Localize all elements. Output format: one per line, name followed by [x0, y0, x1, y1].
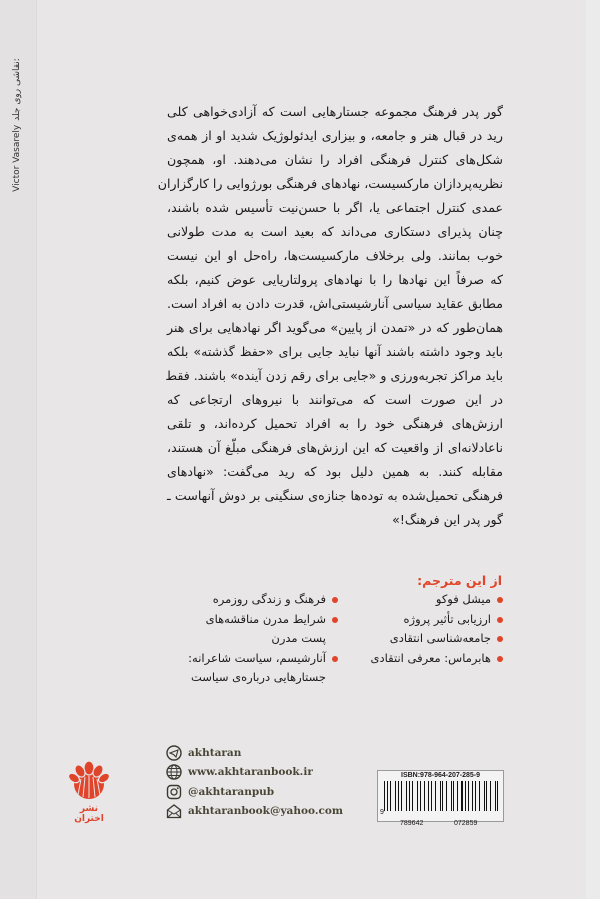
barcode-bar	[479, 781, 480, 811]
description-line: ارزش‌های فرهنگی خود را به افراد تحمیل کرده‌اند، و تلقی	[167, 416, 503, 431]
translator-heading: از این مترجم:	[417, 573, 502, 588]
instagram-icon	[166, 784, 182, 800]
barcode-group-1: 789642	[400, 820, 424, 827]
barcode-bar	[384, 781, 385, 811]
barcode-group-2: 072859	[454, 820, 478, 827]
barcode-bar	[472, 781, 473, 811]
translator-books-list-2	[188, 590, 338, 688]
isbn-number: ISBN:978-964-207-285-9	[401, 772, 480, 779]
description-line: خوب بمانند. ولی برخلاف مارکسیست‌ها، راه‌حل او این نیست	[167, 248, 503, 263]
email-icon	[166, 803, 182, 819]
translator-book-item: آنارشیسم، سیاست شاعرانه: جستارهایی درباره‌ی سیاست	[188, 649, 338, 688]
translator-book-item: ارزیابی تأثیر پروژه	[371, 610, 503, 630]
barcode-bar	[428, 781, 429, 811]
barcode-bar	[442, 781, 443, 811]
barcode-lead-digit: 9	[380, 809, 384, 816]
barcode-bar	[401, 781, 402, 811]
description-line: که صرفاً این نهادها را با نهادهای پرولتاریایی عوض کنیم، بلکه	[167, 272, 503, 287]
description-line: گور پدر فرهنگ مجموعه جستارهایی است که آزادی‌خواهی کلی	[167, 104, 503, 119]
description-line: شکل‌های کنترل فرهنگی افراد را نشان می‌دهند. او، همچون	[167, 152, 503, 167]
book-description	[157, 100, 503, 532]
barcode-bars	[384, 781, 500, 811]
translator-book-item: فرهنگ و زندگی روزمره	[188, 590, 338, 610]
barcode-bar	[453, 781, 454, 811]
cover-art-credit	[12, 50, 22, 200]
contact-text: @akhtaranpub	[188, 785, 275, 798]
translator-book-item: شرایط مدرن مناقشه‌های پست مدرن	[188, 610, 338, 649]
translator-book-item: هابرماس: معرفی انتقادی	[371, 649, 503, 669]
contact-list	[166, 743, 343, 821]
telegram-icon	[166, 745, 182, 761]
cover-edge	[586, 0, 600, 899]
description-line: نظریه‌پردازان مارکسیست، نهادهای فرهنگی بورژوایی را کارگزاران	[157, 176, 503, 191]
publisher-logo	[66, 760, 112, 824]
cover-art-label: نقاشی روی جلد:	[12, 58, 22, 121]
description-line: رید در قبال هنر و جامعه، و بیزاری ایدئولوژیک شدید او از همه‌ی	[167, 128, 503, 143]
description-line: همان‌طور که در «تمدن از پایین» می‌گوید اگر نهادهایی برای هنر	[167, 320, 503, 335]
publisher-name: نشر اختران	[74, 804, 104, 824]
cover-art-artist: Victor Vasarely	[12, 124, 22, 192]
translator-book-item: جامعه‌شناسی انتقادی	[371, 629, 503, 649]
description-line: عمدی کنترل اجتماعی یا، اگر با حسن‌نیت تأسیس شده باشند،	[167, 200, 503, 215]
contact-website[interactable]	[166, 763, 343, 783]
description-line: باید وجود داشته باشند آنها نباید جایی برای «حفظ گذشته» بلکه	[167, 344, 503, 359]
description-line: مقابله کنند. به همین دلیل بود که رید می‌گفت: «نهادهای	[167, 464, 503, 479]
isbn-barcode	[377, 770, 504, 827]
contact-telegram[interactable]	[166, 743, 343, 763]
contact-text: akhtaran	[188, 746, 242, 759]
translator-books-list-1	[371, 590, 503, 668]
description-line: فرهنگی تحمیل‌شده به توده‌ها جنازه‌ی سنگینی بر دوش آنهاست ـ	[167, 488, 503, 503]
shell-logo-icon	[68, 760, 110, 800]
contact-text: akhtaranbook@yahoo.com	[188, 805, 343, 818]
contact-text: www.akhtaranbook.ir	[188, 766, 313, 779]
description-line: در این صورت است که می‌توانند با نیروهای ارتجاعی که	[167, 392, 503, 407]
barcode-bar	[497, 781, 498, 811]
description-line: باید مراکز تجربه‌ورزی و «جایی برای رقم زدن آینده» باشند. فقط	[165, 368, 503, 383]
barcode-bar	[412, 781, 413, 811]
barcode-bar	[486, 781, 487, 811]
description-line: گور پدر این فرهنگ!»	[392, 512, 503, 527]
barcode-bar	[461, 781, 462, 811]
description-line: ناعادلانه‌ای از واقعیت که این ارزش‌های فرهنگی مبلّغ آن هستند،	[167, 440, 503, 455]
contact-email[interactable]	[166, 802, 343, 822]
globe-icon	[166, 764, 182, 780]
translator-book-item: میشل فوکو	[371, 590, 503, 610]
barcode-bar	[395, 781, 396, 811]
description-line: مطابق عقاید سیاسی آنارشیستی‌اش، قدرت دادن به افراد است.	[167, 296, 503, 311]
contact-instagram[interactable]	[166, 782, 343, 802]
barcode-bar	[417, 781, 418, 811]
barcode-bar	[435, 781, 436, 811]
description-line: چنان پذیرای دستکاری می‌داند که بعید است به مدت طولانی	[167, 224, 503, 239]
